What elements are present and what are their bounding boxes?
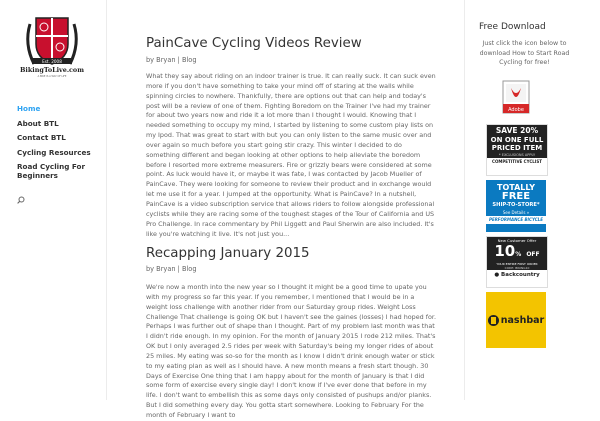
pdf-label: Adobe (508, 107, 524, 113)
ad-competitive-cyclist[interactable] (486, 124, 548, 176)
ad-bc-pct: % (515, 251, 522, 258)
nav-item-resources[interactable]: Cycling Resources (17, 147, 91, 157)
ad-freeship-line4: See Details » (502, 210, 530, 215)
nashbar-logo-icon (488, 315, 499, 326)
post-meta[interactable]: by Bryan | Blog (146, 56, 197, 64)
ad-bc-line1: New Customer Offer (487, 237, 547, 243)
ad-bc-big: 10 (494, 242, 516, 260)
nav-item-beginners[interactable]: Road Cycling For Beginners (17, 162, 85, 181)
download-text: Just click the icon below to download How to Start Road Cycling for free! (479, 40, 570, 67)
post-excerpt: We're now a month into the new year so I thought it might be a good time to upate you with my progress so far this year. If you remember, I mentioned that I would be in a weight loss challenge with another rider from our Saturday group rides. Weight Loss Challenge That challenge is going OK but I haven't see the gaines (losses) I had hoped for. Perhaps I was further out of shape than I thought. Part of my problem last month was that I didn't ride enough. In my opinion. For the month of January 2015 I rode 212 miles. That's OK but I only averaged 2.5 rides per week with Saturday's being my longer rides of about 25 miles. My eating was so-so for the month as I know I didn't drink enough water or stick to my eating plan as well as I should have. A new month means a fresh start though. 30 Days of Exercise One thing that I am happy about for the month of January is that I did some form of exercise every single day! I don't know if I've ever done that before in my life. I don't want to embellish this as some days only consisted of pushups and/or planks. But I did something every day. You gotta start somewhere. Looking to February For the month of February I want to (146, 283, 436, 419)
nav-item-contact[interactable]: Contact BTL (17, 133, 66, 143)
sidebar-divider (106, 0, 107, 400)
ad-save-line1: SAVE 20% (487, 125, 547, 136)
ad-bc-line3: YOUR ENTIRE FIRST ORDER (487, 262, 547, 266)
ad-save-line4: * EXCLUSIONS APPLY (487, 152, 547, 158)
right-divider (464, 0, 465, 400)
post-meta[interactable]: by Bryan | Blog (146, 265, 197, 273)
post-title[interactable]: PainCave Cycling Videos Review (146, 36, 362, 51)
main-nav (17, 104, 97, 186)
logo-tagline: A BIKE IS A WAY OF LIFE (37, 75, 67, 78)
ad-save-line2: ON ONE FULL (487, 136, 547, 144)
ad-nashbar[interactable] (486, 292, 546, 348)
backcountry-logo-icon: ● (494, 272, 500, 278)
post-excerpt: What they say about riding on an indoor trainer is true. It can really suck. It can suck even more if you don't have something to take your mind off of staring at the walls while spinning circles to nowhere. Thankfully, there are options out that can help and today's post will be a review of one of them. Fighting Boredom on the Trainer I've had my trainer for about two years now and ride it a lot more than I thought I would. Knowing that I needed something to occupy my mind, I started by listening to some custom play lists on my Ipod. That was great to start with but you can only listen to the same music over and over again so much before you start going stir crazy. This winter I decided to do something different and began looking at other options to help alleviate the boredom before I resorted more extreme measurers. Fire or grizzly bears were considered at some point. As luck would have it, or maybe it was fate, I was contacted by Jacob Mueller of PainCave. They were looking for someone to review their product and in exchange would let me use it for a year. I jumped at the opportunity. What is PainCave? In a nutshell, PainCave is a video subscription service that allows riders to follow alongside professional cyclists while they are racing some of the toughest stages of the Tour of California and US Pro Challenge. In race commentary by Phil Liggett and Paul Sherwin are also included. It's like you're watching it live. It's not just you... (146, 72, 436, 238)
ad-freeship-brand: PERFORMANCE BICYCLE (486, 216, 546, 224)
ad-freeship-line1: TOTALLY (496, 183, 536, 192)
ad-save-brand: COMPETITIVE CYCLIST (492, 158, 542, 164)
ad-bc-line4: CODE: BIKING10 (487, 266, 547, 270)
logo-established: Est. 2008 (42, 58, 62, 64)
ad-bc-line2: OFF (526, 251, 540, 258)
ad-backcountry[interactable] (486, 236, 548, 288)
ad-save-line3: PRICED ITEM (487, 144, 547, 152)
nav-item-home[interactable]: Home (17, 104, 41, 113)
ad-bc-brand: ● Backcountry (494, 272, 540, 278)
pdf-download-icon[interactable] (502, 80, 530, 114)
site-logo[interactable] (22, 14, 82, 80)
ad-freeship-line3: SHIP-TO-STORE* (492, 202, 540, 208)
left-sidebar (0, 0, 105, 400)
nav-item-about[interactable]: About BTL (17, 118, 59, 128)
ad-freeship-line2: FREE (501, 191, 531, 202)
ad-nashbar-brand: nashbar (500, 314, 545, 326)
ad-performance[interactable] (486, 180, 546, 232)
search-icon[interactable] (17, 196, 25, 204)
logo-name: BikingToLive.com (20, 66, 84, 74)
post-title[interactable]: Recapping January 2015 (146, 246, 310, 261)
download-title: Free Download (479, 22, 546, 32)
